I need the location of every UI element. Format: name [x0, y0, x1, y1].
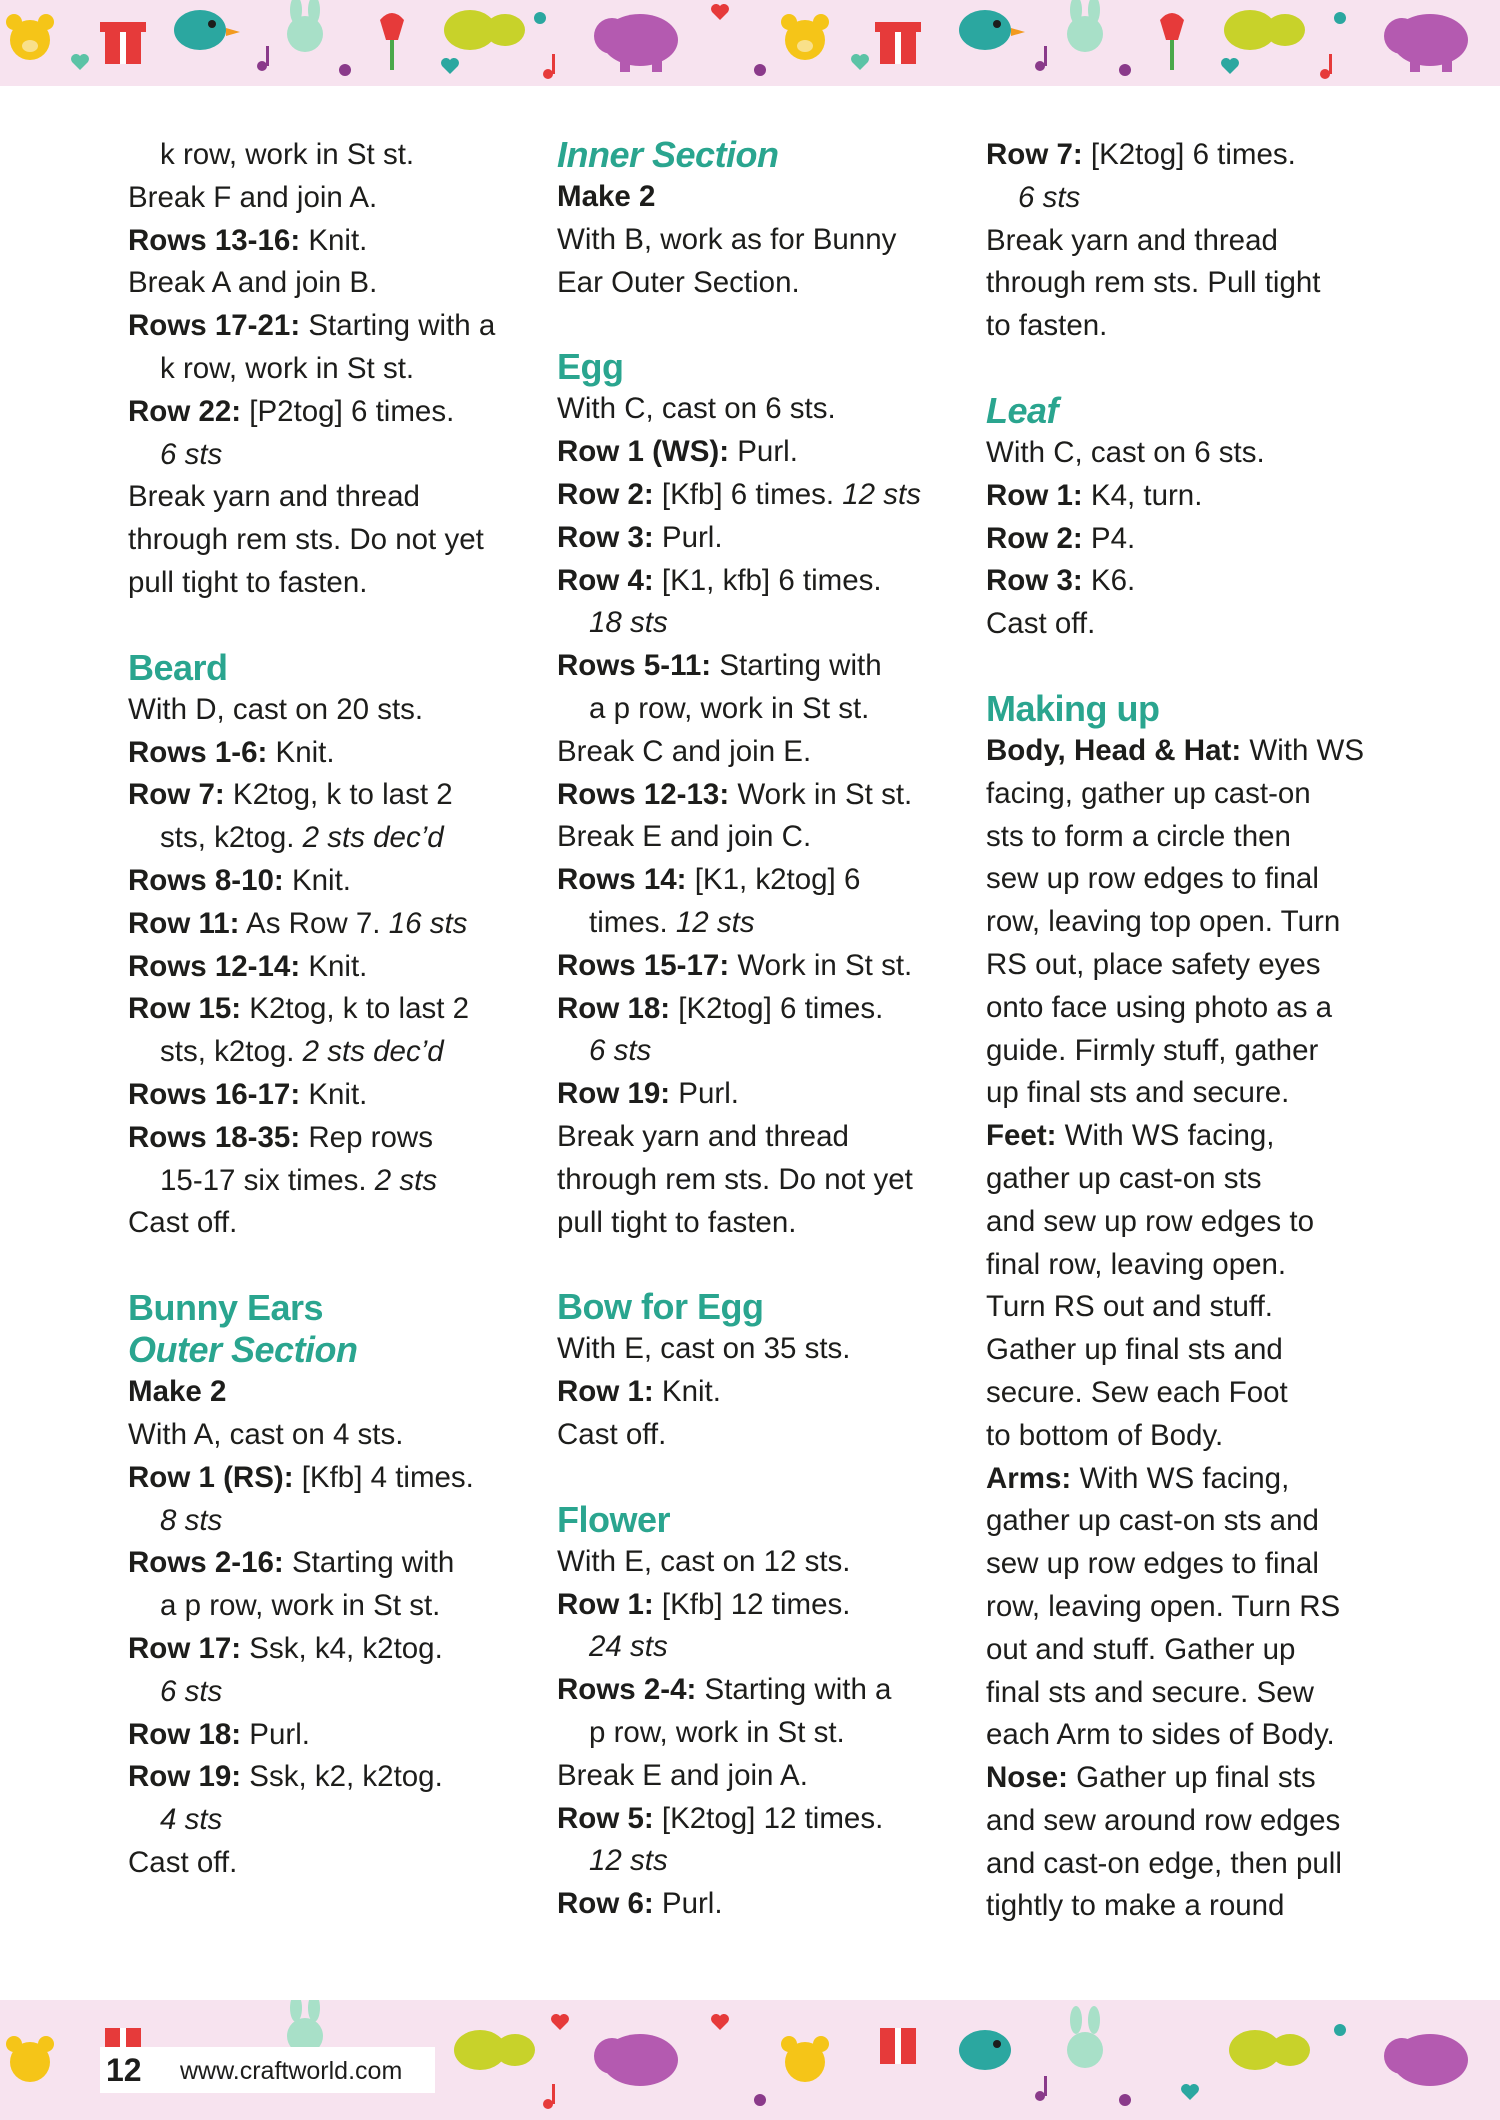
instruction-line: With C, cast on 6 sts.	[986, 435, 1265, 469]
instruction-text: Starting with	[283, 1546, 455, 1580]
instruction-line: guide. Firmly stuff, gather	[986, 1033, 1319, 1067]
instruction-line	[557, 645, 957, 688]
instruction-line: final row, leaving open.	[986, 1247, 1287, 1281]
instruction-line	[557, 474, 957, 517]
instruction-text: With WS facing,	[1071, 1461, 1290, 1495]
instruction-line: k row, work in St st.	[160, 138, 415, 171]
instruction-line: Break E and join C.	[557, 820, 812, 854]
row-label: Rows 13-16:	[128, 223, 301, 257]
stitch-count-line	[128, 1671, 528, 1714]
instruction-line	[557, 859, 957, 902]
section-heading: Leaf	[986, 389, 1059, 431]
instruction-line	[557, 176, 957, 219]
instruction-line	[128, 903, 528, 946]
instruction-line	[128, 1457, 528, 1500]
instruction-line: and sew around row edges	[986, 1803, 1341, 1837]
instruction-line	[128, 1074, 528, 1117]
instruction-text: Purl.	[729, 435, 798, 469]
row-label: Rows 2-16:	[128, 1546, 284, 1580]
instruction-line	[986, 560, 1386, 603]
instruction-line	[128, 817, 528, 860]
section-heading: Outer Section	[128, 1329, 358, 1371]
stitch-count-line	[557, 602, 957, 645]
row-label: Row 3:	[557, 520, 654, 554]
row-label: Row 1:	[557, 1587, 654, 1621]
instruction-line: row, leaving open. Turn RS	[986, 1589, 1341, 1623]
instruction-line	[128, 1756, 528, 1799]
column-3	[986, 134, 1386, 1928]
instruction-text: Knit.	[267, 735, 335, 769]
instruction-label: Make 2	[128, 1375, 227, 1409]
instruction-text: Work in St st.	[729, 948, 913, 982]
instruction-text: 15-17 six times.	[160, 1163, 375, 1197]
instruction-line: Cast off.	[986, 607, 1096, 641]
row-label: Row 11:	[128, 906, 240, 940]
column-1	[128, 134, 528, 1885]
instruction-text: K2tog, k to last 2	[224, 778, 453, 812]
instruction-line	[128, 946, 528, 989]
section-gap	[128, 1245, 528, 1287]
instruction-text: Purl.	[241, 1717, 310, 1751]
section-gap	[557, 1244, 957, 1286]
stitch-count-line	[557, 1030, 957, 1073]
instruction-line: pull tight to fasten.	[557, 1205, 797, 1239]
row-label: Row 4:	[557, 563, 654, 597]
stitch-count: 4 sts	[160, 1803, 223, 1837]
row-label: Row 1 (RS):	[128, 1460, 294, 1494]
instruction-line: through rem sts. Pull tight	[986, 266, 1321, 300]
instruction-line: Break C and join E.	[557, 734, 812, 768]
stitch-count: 24 sts	[589, 1630, 668, 1664]
instruction-line: Break yarn and thread	[986, 223, 1278, 257]
instruction-line	[557, 1073, 957, 1116]
stitch-count: 6 sts	[1018, 180, 1081, 214]
row-label: Body, Head & Hat:	[986, 733, 1242, 767]
instruction-text: Starting with a	[300, 309, 496, 343]
stitch-count: 12 sts	[842, 477, 921, 511]
row-label: Row 15:	[128, 992, 242, 1026]
instruction-line	[128, 774, 528, 817]
instruction-line: With B, work as for Bunny	[557, 222, 897, 256]
section-gap	[557, 304, 957, 346]
instruction-line: a p row, work in St st.	[589, 691, 870, 725]
instruction-line	[557, 1798, 957, 1841]
section-heading: Beard	[128, 646, 228, 688]
instruction-text: Knit.	[300, 223, 368, 257]
instruction-text: Gather up final sts	[1067, 1761, 1316, 1795]
instruction-line: sew up row edges to final	[986, 1547, 1319, 1581]
section-heading: Making up	[986, 687, 1160, 729]
instruction-line	[557, 902, 957, 945]
instruction-line: Break E and join A.	[557, 1758, 808, 1792]
row-label: Row 3:	[986, 564, 1083, 598]
instruction-line: and cast-on edge, then pull	[986, 1846, 1342, 1880]
instruction-text: Knit.	[653, 1375, 721, 1409]
row-label: Row 1:	[986, 478, 1083, 512]
instruction-line	[128, 305, 528, 348]
instruction-line	[557, 774, 957, 817]
instruction-line	[557, 1371, 957, 1414]
instruction-label: Make 2	[557, 180, 656, 213]
row-label: Rows 12-13:	[557, 777, 730, 811]
instruction-text: Purl.	[670, 1077, 739, 1111]
row-label: Row 2:	[557, 477, 654, 511]
stitch-count-line	[128, 434, 528, 477]
instruction-line	[128, 732, 528, 775]
instruction-line	[128, 1628, 528, 1671]
instruction-line	[128, 1542, 528, 1585]
instruction-line: sts to form a circle then	[986, 819, 1291, 853]
instruction-line	[986, 730, 1386, 773]
instruction-line: Cast off.	[128, 1845, 238, 1879]
instruction-line	[986, 1757, 1386, 1800]
instruction-text: [K1, kfb] 6 times.	[653, 563, 882, 597]
row-label: Row 7:	[128, 778, 225, 812]
instruction-line: Break yarn and thread	[557, 1119, 849, 1153]
instruction-text: [K1, k2tog] 6	[686, 863, 861, 897]
stitch-count: 6 sts	[160, 437, 223, 471]
instruction-line	[128, 988, 528, 1031]
instruction-text: [K2tog] 6 times.	[1082, 138, 1296, 171]
instruction-line	[128, 1117, 528, 1160]
instruction-text: With WS	[1241, 733, 1365, 767]
stitch-count-line	[557, 1626, 957, 1669]
row-label: Nose:	[986, 1761, 1068, 1795]
stitch-count: 18 sts	[589, 606, 668, 640]
instruction-line: Cast off.	[128, 1206, 238, 1240]
instruction-text: [K2tog] 12 times.	[653, 1801, 884, 1835]
instruction-text: P4.	[1082, 521, 1136, 555]
stitch-count: 16 sts	[388, 906, 468, 940]
row-label: Rows 15-17:	[557, 948, 730, 982]
section-heading: Bow for Egg	[557, 1286, 764, 1328]
instruction-line: Break A and join B.	[128, 266, 378, 300]
section-heading: Inner Section	[557, 134, 779, 175]
row-label: Row 6:	[557, 1887, 654, 1921]
instruction-text: Knit.	[300, 949, 368, 983]
instruction-line: to bottom of Body.	[986, 1418, 1224, 1452]
section-heading: Bunny Ears	[128, 1287, 324, 1329]
row-label: Row 2:	[986, 521, 1083, 555]
instruction-line: Cast off.	[557, 1417, 667, 1451]
instruction-text: Knit.	[300, 1077, 368, 1111]
instruction-text: sts, k2tog.	[160, 1035, 303, 1069]
instruction-text: With WS facing,	[1056, 1119, 1275, 1153]
instruction-line: pull tight to fasten.	[128, 565, 368, 599]
instruction-line: With C, cast on 6 sts.	[557, 392, 836, 426]
instruction-line: facing, gather up cast-on	[986, 776, 1311, 810]
instruction-line: Break F and join A.	[128, 180, 378, 214]
stitch-count: 12 sts	[675, 905, 755, 939]
instruction-text: K6.	[1082, 564, 1136, 598]
section-heading: Egg	[557, 346, 624, 388]
instruction-line: sew up row edges to final	[986, 862, 1319, 896]
stitch-count-line	[128, 1500, 528, 1543]
instruction-text: [Kfb] 4 times.	[293, 1460, 474, 1494]
instruction-line: Break yarn and thread	[128, 480, 420, 514]
website-link[interactable]: www.craftworld.com	[180, 2057, 403, 2085]
stitch-count: 12 sts	[589, 1844, 668, 1878]
instruction-line	[986, 475, 1386, 518]
instruction-line: a p row, work in St st.	[160, 1589, 441, 1623]
instruction-line	[128, 391, 528, 434]
section-gap	[986, 348, 1386, 390]
row-label: Rows 8-10:	[128, 863, 284, 897]
instruction-line	[557, 988, 957, 1031]
instruction-line: final sts and secure. Sew	[986, 1675, 1314, 1709]
instruction-line: With A, cast on 4 sts.	[128, 1417, 404, 1451]
row-label: Feet:	[986, 1119, 1057, 1153]
instruction-line	[557, 1883, 957, 1926]
row-label: Row 22:	[128, 394, 242, 428]
instruction-line: Ear Outer Section.	[557, 265, 800, 299]
instruction-line	[986, 1115, 1386, 1158]
instruction-text: K2tog, k to last 2	[241, 992, 470, 1026]
instruction-line: tightly to make a round	[986, 1889, 1285, 1923]
instruction-line	[128, 1371, 528, 1414]
instruction-text: [Kfb] 12 times.	[653, 1587, 851, 1621]
instruction-text: [Kfb] 6 times.	[653, 477, 843, 511]
instruction-line	[557, 1669, 957, 1712]
row-label: Rows 16-17:	[128, 1077, 301, 1111]
stitch-count: 2 sts	[374, 1163, 438, 1197]
instruction-line	[986, 518, 1386, 561]
page-number: 12	[106, 2052, 142, 2088]
instruction-line	[128, 1031, 528, 1074]
row-label: Row 5:	[557, 1801, 654, 1835]
row-label: Rows 14:	[557, 863, 687, 897]
stitch-count: 8 sts	[160, 1503, 223, 1537]
instruction-text: K4, turn.	[1082, 478, 1203, 512]
stitch-count: 6 sts	[589, 1034, 652, 1068]
instruction-line: each Arm to sides of Body.	[986, 1718, 1335, 1752]
elephant-icon	[594, 2034, 1468, 2086]
instruction-line	[128, 1714, 528, 1757]
section-gap	[128, 605, 528, 647]
instruction-line: secure. Sew each Foot	[986, 1375, 1288, 1409]
instruction-line: and sew up row edges to	[986, 1204, 1314, 1238]
instruction-line	[557, 560, 957, 603]
instruction-line: gather up cast-on sts and	[986, 1504, 1319, 1538]
instruction-text: [P2tog] 6 times.	[241, 394, 455, 428]
instruction-line	[986, 1458, 1386, 1501]
row-label: Row 1 (WS):	[557, 435, 730, 469]
instruction-line: out and stuff. Gather up	[986, 1632, 1296, 1666]
stitch-count: 2 sts dec’d	[302, 1035, 444, 1069]
instruction-line: RS out, place safety eyes	[986, 947, 1321, 981]
instruction-text: Knit.	[283, 863, 351, 897]
instruction-line	[557, 1584, 957, 1627]
instruction-line: through rem sts. Do not yet	[128, 523, 484, 557]
instruction-line: With E, cast on 12 sts.	[557, 1544, 851, 1578]
stitch-count-line	[557, 1840, 957, 1883]
instruction-line: Gather up final sts and	[986, 1333, 1283, 1367]
row-label: Row 19:	[557, 1077, 671, 1111]
instruction-line: onto face using photo as a	[986, 990, 1333, 1024]
instruction-line	[557, 517, 957, 560]
instruction-text: [K2tog] 6 times.	[670, 991, 884, 1025]
instruction-text: Ssk, k4, k2tog.	[241, 1631, 443, 1665]
row-label: Rows 5-11:	[557, 649, 712, 683]
instruction-line: With D, cast on 20 sts.	[128, 692, 424, 726]
row-label: Row 7:	[986, 138, 1083, 171]
row-label: Rows 1-6:	[128, 735, 268, 769]
stitch-count-line	[128, 1799, 528, 1842]
instruction-text: Work in St st.	[729, 777, 913, 811]
instruction-line	[128, 220, 528, 263]
instruction-text: Starting with a	[696, 1673, 892, 1707]
instruction-line: Turn RS out and stuff.	[986, 1290, 1273, 1324]
row-label: Arms:	[986, 1461, 1072, 1495]
instruction-line	[128, 1160, 528, 1203]
instruction-line: to fasten.	[986, 309, 1108, 343]
section-heading: Flower	[557, 1498, 671, 1540]
instruction-line: row, leaving top open. Turn	[986, 905, 1341, 939]
instruction-line	[557, 945, 957, 988]
instruction-line: p row, work in St st.	[589, 1715, 845, 1749]
instruction-text: Purl.	[653, 520, 723, 554]
row-label: Row 17:	[128, 1631, 242, 1665]
instruction-line: With E, cast on 35 sts.	[557, 1332, 851, 1366]
instruction-text: Starting with	[711, 649, 882, 683]
top-decorative-band	[0, 0, 1500, 86]
instruction-line	[557, 431, 957, 474]
section-gap	[986, 646, 1386, 688]
instruction-line	[986, 134, 1386, 177]
stitch-count: 2 sts dec’d	[302, 821, 444, 855]
instruction-text: sts, k2tog.	[160, 821, 303, 855]
column-2	[557, 134, 957, 1926]
row-label: Rows 2-4:	[557, 1673, 697, 1707]
bird-icon	[959, 2030, 1011, 2070]
instruction-text: Rep rows	[300, 1120, 433, 1154]
row-label: Rows 17-21:	[128, 309, 301, 343]
instruction-text: Ssk, k2, k2tog.	[241, 1760, 443, 1794]
row-label: Row 18:	[557, 991, 671, 1025]
stitch-count: 6 sts	[160, 1674, 223, 1708]
instruction-line	[128, 860, 528, 903]
instruction-text: As Row 7.	[239, 906, 389, 940]
row-label: Rows 12-14:	[128, 949, 301, 983]
stitch-count-line	[986, 177, 1386, 220]
instruction-line: up final sts and secure.	[986, 1076, 1290, 1110]
instruction-text: Purl.	[653, 1887, 723, 1921]
row-label: Row 1:	[557, 1375, 654, 1409]
instruction-line: gather up cast-on sts	[986, 1161, 1262, 1195]
instruction-line: through rem sts. Do not yet	[557, 1162, 913, 1196]
section-gap	[557, 1457, 957, 1499]
row-label: Rows 18-35:	[128, 1120, 301, 1154]
instruction-text: times.	[589, 905, 676, 939]
row-label: Row 19:	[128, 1760, 242, 1794]
row-label: Row 18:	[128, 1717, 242, 1751]
instruction-line: k row, work in St st.	[160, 351, 415, 385]
